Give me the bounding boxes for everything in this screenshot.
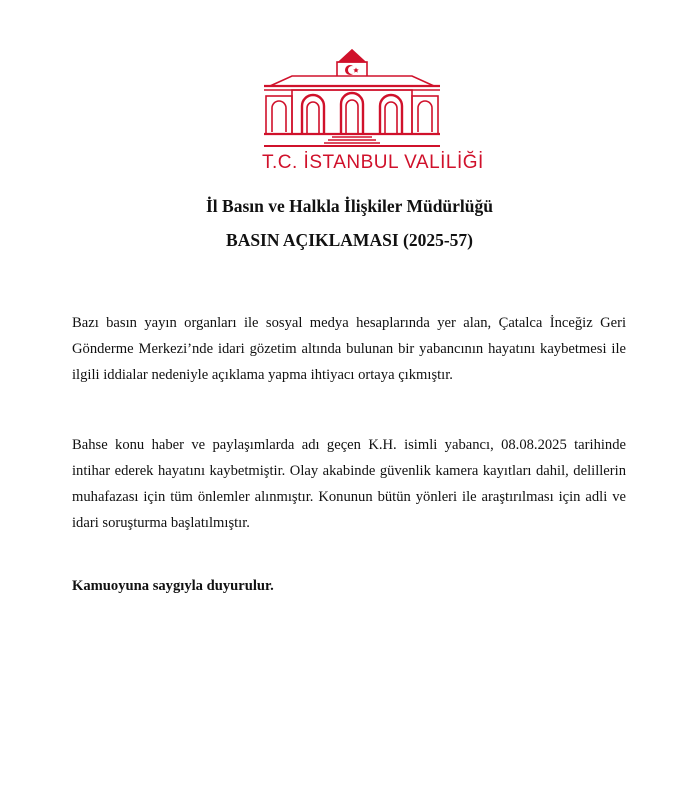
body-paragraph-2: Bahse konu haber ve paylaşımlarda adı geçen K.H. isimli yabancı, 08.08.2025 tarihinde intihar ederek hayatını kaybetmiştir. Olay akabinde güvenlik kamera kayıtları dahil, delillerin muhafazası için tüm önlemler alınmıştır. Konunun bütün yönleri ile araştırılması için adli ve idari soruşturma başlatılmıştır.	[72, 437, 626, 531]
istanbul-governorship-building-icon	[262, 40, 442, 148]
governorship-logo	[262, 40, 484, 180]
body-paragraph-1: Bazı basın yayın organları ile sosyal medya hesaplarında yer alan, Çatalca İnceğiz Geri Gönderme Merkezi’nde idari gözetim altında bulunan bir yabancının hayatını kaybetmesi ile ilgili iddialar nedeniyle açıklama yapma ihtiyacı ortaya çıkmıştır.	[72, 315, 626, 383]
closing-line: Kamuoyuna saygıyla duyurulur.	[72, 578, 274, 594]
logo-text: T.C. İSTANBUL VALİLİĞİ	[262, 152, 484, 173]
document-title: BASIN AÇIKLAMASI (2025-57)	[226, 230, 473, 250]
department-heading: İl Basın ve Halkla İlişkiler Müdürlüğü	[205, 196, 494, 216]
